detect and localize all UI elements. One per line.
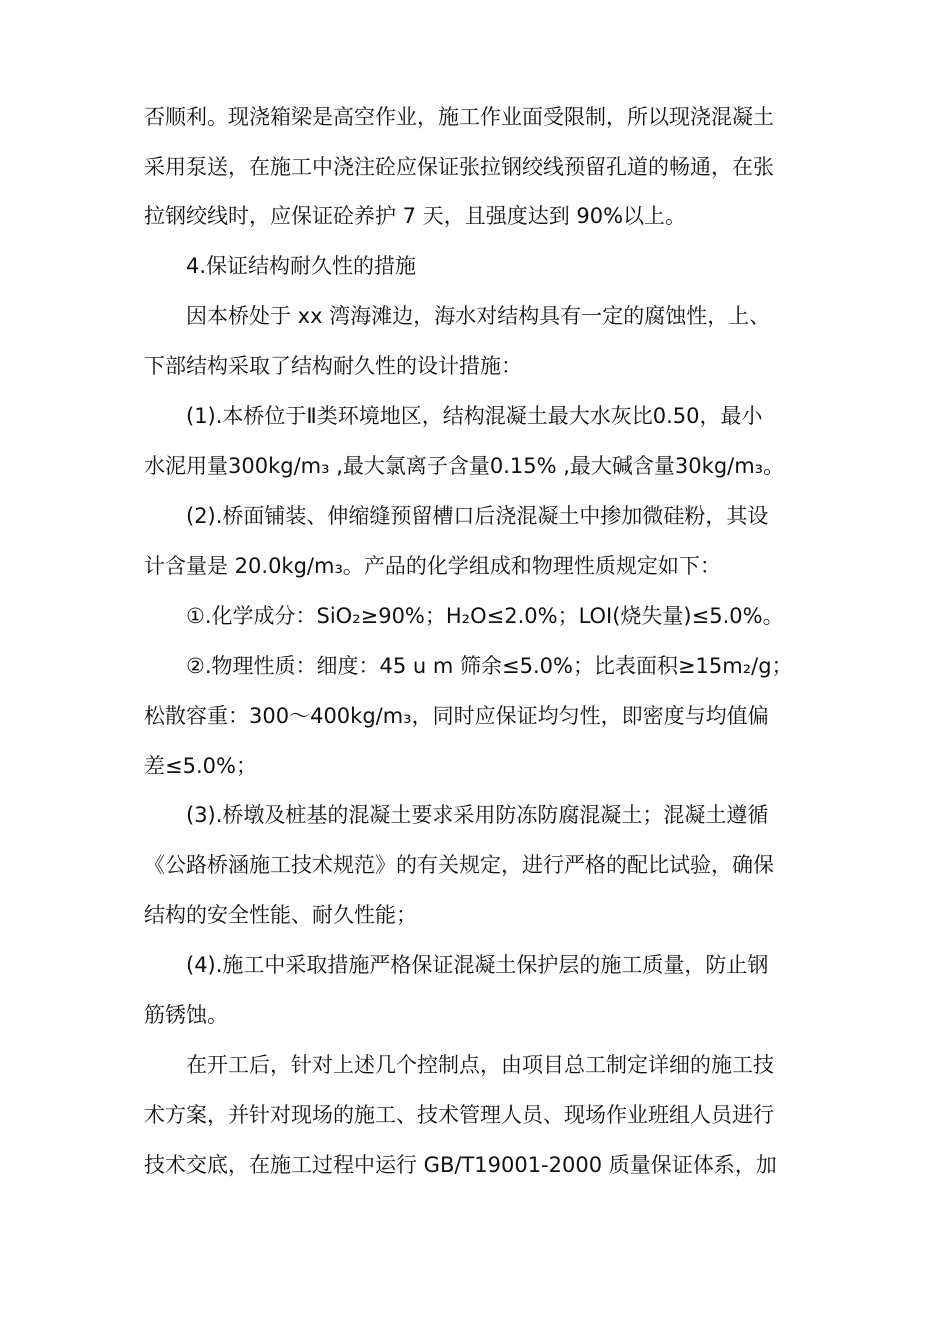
physical-properties-line-2: 松散容重：300～400kg/m₃，同时应保证均匀性，即密度与均值偏: [144, 704, 769, 728]
item-3-line-1: (3).桥墩及桩基的混凝土要求采用防冻防腐混凝土；混凝土遵循: [186, 803, 769, 827]
item-1-line-1: (1).本桥位于Ⅱ类环境地区，结构混凝土最大水灰比0.50，最小: [186, 404, 763, 428]
physical-properties-line-1: ②.物理性质：细度：45 u m 筛余≤5.0%；比表面积≥15m₂/g；: [186, 654, 793, 678]
section-heading: 4.保证结构耐久性的措施: [186, 254, 417, 278]
closing-paragraph-line-2: 术方案，并针对现场的施工、技术管理人员、现场作业班组人员进行: [144, 1103, 774, 1127]
text-line-3: 拉钢绞线时，应保证砼养护 7 天，且强度达到 90%以上。: [144, 204, 687, 228]
text-line-6: 下部结构采取了结构耐久性的设计措施：: [144, 354, 522, 378]
item-1-line-2: 水泥用量300kg/m₃ ,最大氯离子含量0.15% ,最大碱含量30kg/m₃。: [144, 454, 785, 478]
text-line-1: 否顺利。现浇箱梁是高空作业，施工作业面受限制，所以现浇混凝土: [144, 105, 774, 129]
chemical-composition: ①.化学成分：SiO₂≥90%；H₂O≤2.0%；LOI(烧失量)≤5.0%。: [186, 604, 784, 628]
text-line-5: 因本桥处于 xx 湾海滩边，海水对结构具有一定的腐蚀性，上、: [186, 304, 771, 328]
closing-paragraph-line-1: 在开工后，针对上述几个控制点，由项目总工制定详细的施工技: [186, 1053, 774, 1077]
item-2-line-1: (2).桥面铺装、伸缩缝预留槽口后浇混凝土中掺加微硅粉，其设: [186, 504, 769, 528]
item-2-line-2: 计含量是 20.0kg/m₃。产品的化学组成和物理性质规定如下：: [144, 554, 721, 578]
item-4-line-2: 筋锈蚀。: [144, 1003, 228, 1027]
text-line-2: 采用泵送，在施工中浇注砼应保证张拉钢绞线预留孔道的畅通，在张: [144, 155, 774, 179]
item-3-line-3: 结构的安全性能、耐久性能；: [144, 903, 417, 927]
item-4-line-1: (4).施工中采取措施严格保证混凝土保护层的施工质量，防止钢: [186, 953, 769, 977]
item-3-line-2: 《公路桥涵施工技术规范》的有关规定，进行严格的配比试验，确保: [144, 853, 774, 877]
closing-paragraph-line-3: 技术交底，在施工过程中运行 GB/T19001-2000 质量保证体系，加: [144, 1153, 777, 1177]
physical-properties-line-3: 差≤5.0%；: [144, 754, 257, 778]
